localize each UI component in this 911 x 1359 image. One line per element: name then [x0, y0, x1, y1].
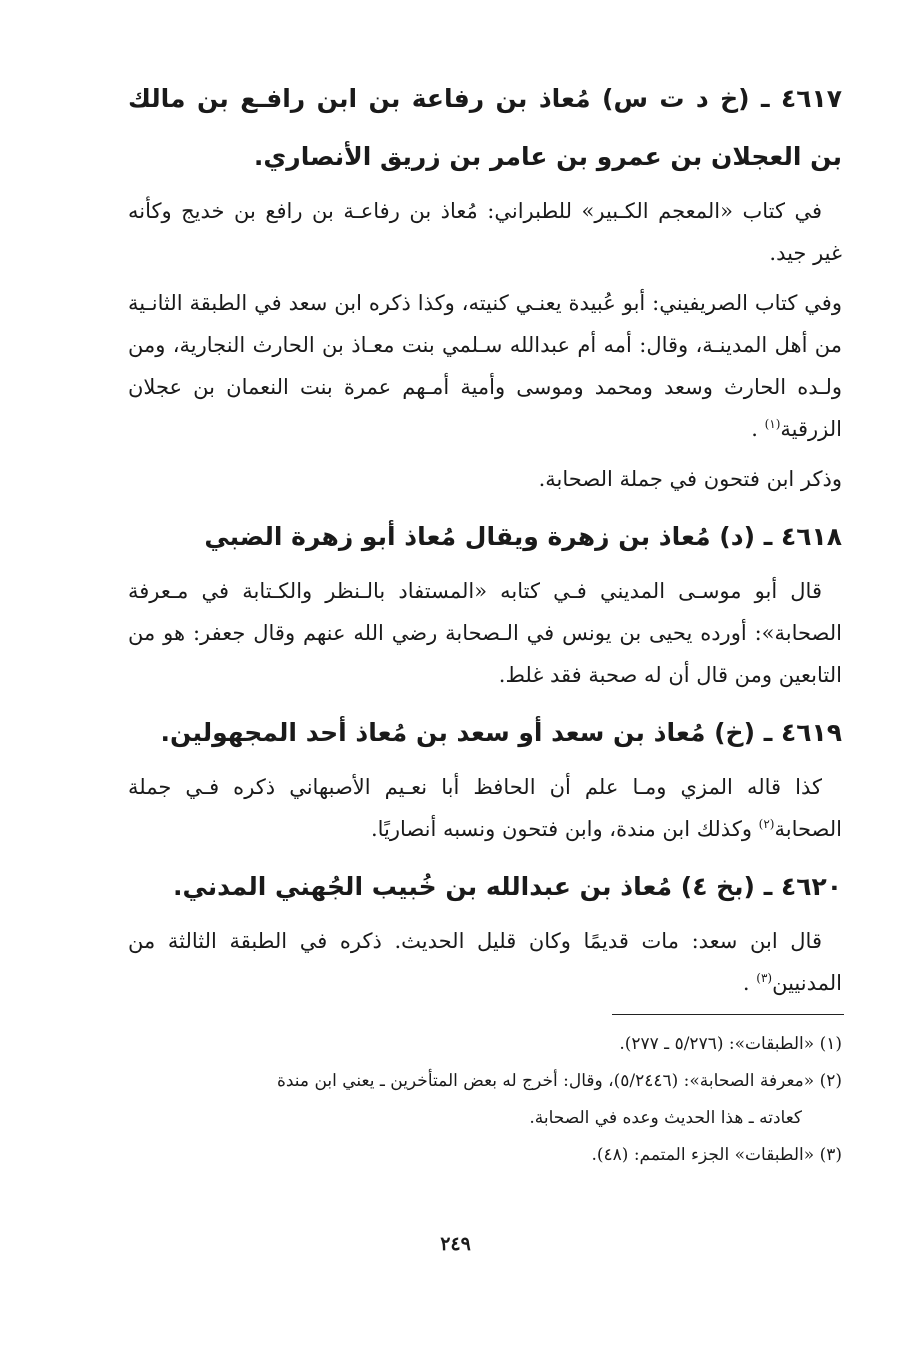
entry-heading-4618: ٤٦١٨ ـ (د) مُعاذ بن زهرة ويقال مُعاذ أبو زهرة الضبي [204, 522, 842, 551]
footnote-divider [612, 1014, 844, 1015]
paragraph-text: كذا قاله المزي ومـا علم أن الحافظ أبا نعـيم الأصبهاني ذكره فـي جملة الصحابة [128, 775, 842, 841]
entry-paragraph: وذكر ابن فتحون في جملة الصحابة. [538, 467, 842, 491]
entry-paragraph: في كتاب «المعجم الكـبير» للطبراني: مُعاذ بن رفاعـة بن رافع بن خديج وكأنه غير جيد. [128, 199, 842, 265]
main-text [128, 70, 842, 1012]
footnote-ref-2: (٢) [758, 817, 775, 831]
footnote-marker: (٣) [819, 1145, 842, 1165]
footnote-text: «معرفة الصحابة»: (٥/٢٤٤٦)، وقال: أخرج له بعض المتأخرين ـ يعني ابن مندة [276, 1071, 815, 1091]
footnote-2 [128, 1063, 842, 1137]
footnote-continuation: كعادته ـ هذا الحديث وعده في الصحابة. [529, 1108, 802, 1128]
entry-paragraph [128, 282, 842, 450]
footnote-3 [128, 1137, 842, 1174]
entry-paragraph [128, 766, 842, 850]
paragraph-end: . [751, 417, 765, 441]
entry-heading-4617: ٤٦١٧ ـ (خ د ت س) مُعاذ بن رفاعة بن ابن رافـع بن مالك بن العجلان بن عمرو بن عامر بن زريق الأنصاري. [128, 84, 842, 171]
paragraph-end: . [742, 971, 757, 995]
paragraph-text: قال ابن سعد: مات قديمًا وكان قليل الحديث. ذكره في الطبقة الثالثة من المدنيين [128, 929, 842, 995]
footnote-1 [128, 1026, 842, 1063]
footnote-ref-3: (٣) [756, 971, 773, 985]
entry-heading-4619: ٤٦١٩ ـ (خ) مُعاذ بن سعد أو سعد بن مُعاذ أحد المجهولين. [160, 718, 842, 747]
footnote-marker: (١) [819, 1034, 842, 1054]
entry-paragraph: قال أبو موسـى المديني فـي كتابه «المستفاد بالـنظر والكـتابة في مـعرفة الصحابة»: أورده يحيى بن يونس في الـصحابة رضي الله عنهم وقال جعفر: هو من التابعين ومن قال أن له صحبة فقد غلط. [128, 579, 842, 687]
entry-heading-4620: ٤٦٢٠ ـ (بخ ٤) مُعاذ بن عبدالله بن خُبيب الجُهني المدني. [173, 872, 842, 901]
paragraph-text: وكذلك ابن مندة، وابن فتحون ونسبه أنصاريًا. [370, 817, 759, 841]
paragraph-text: وفي كتاب الصريفيني: أبو عُبيدة يعنـي كنيته، وكذا ذكره ابن سعد في الطبقة الثانـية من أهل المدينـة، وقال: أمه أم عبدالله سـلمي بنت معـاذ بن الحارث النجارية، ومن ولـده الحارث وسعد ومحمد وموسى وأمية أمـهم عمرة بنت النعمان بن عجلان الزرقية [128, 291, 842, 441]
page-number: ٢٤٩ [440, 1233, 471, 1255]
footnote-text: «الطبقات» الجزء المتمم: (٤٨). [591, 1145, 815, 1165]
entry-paragraph [128, 920, 842, 1004]
footnote-ref-1: (١) [764, 417, 781, 431]
footnote-text: «الطبقات»: (٥/٢٧٦ ـ ٢٧٧). [619, 1034, 815, 1054]
footnotes [128, 1026, 842, 1174]
footnote-marker: (٢) [819, 1071, 842, 1091]
